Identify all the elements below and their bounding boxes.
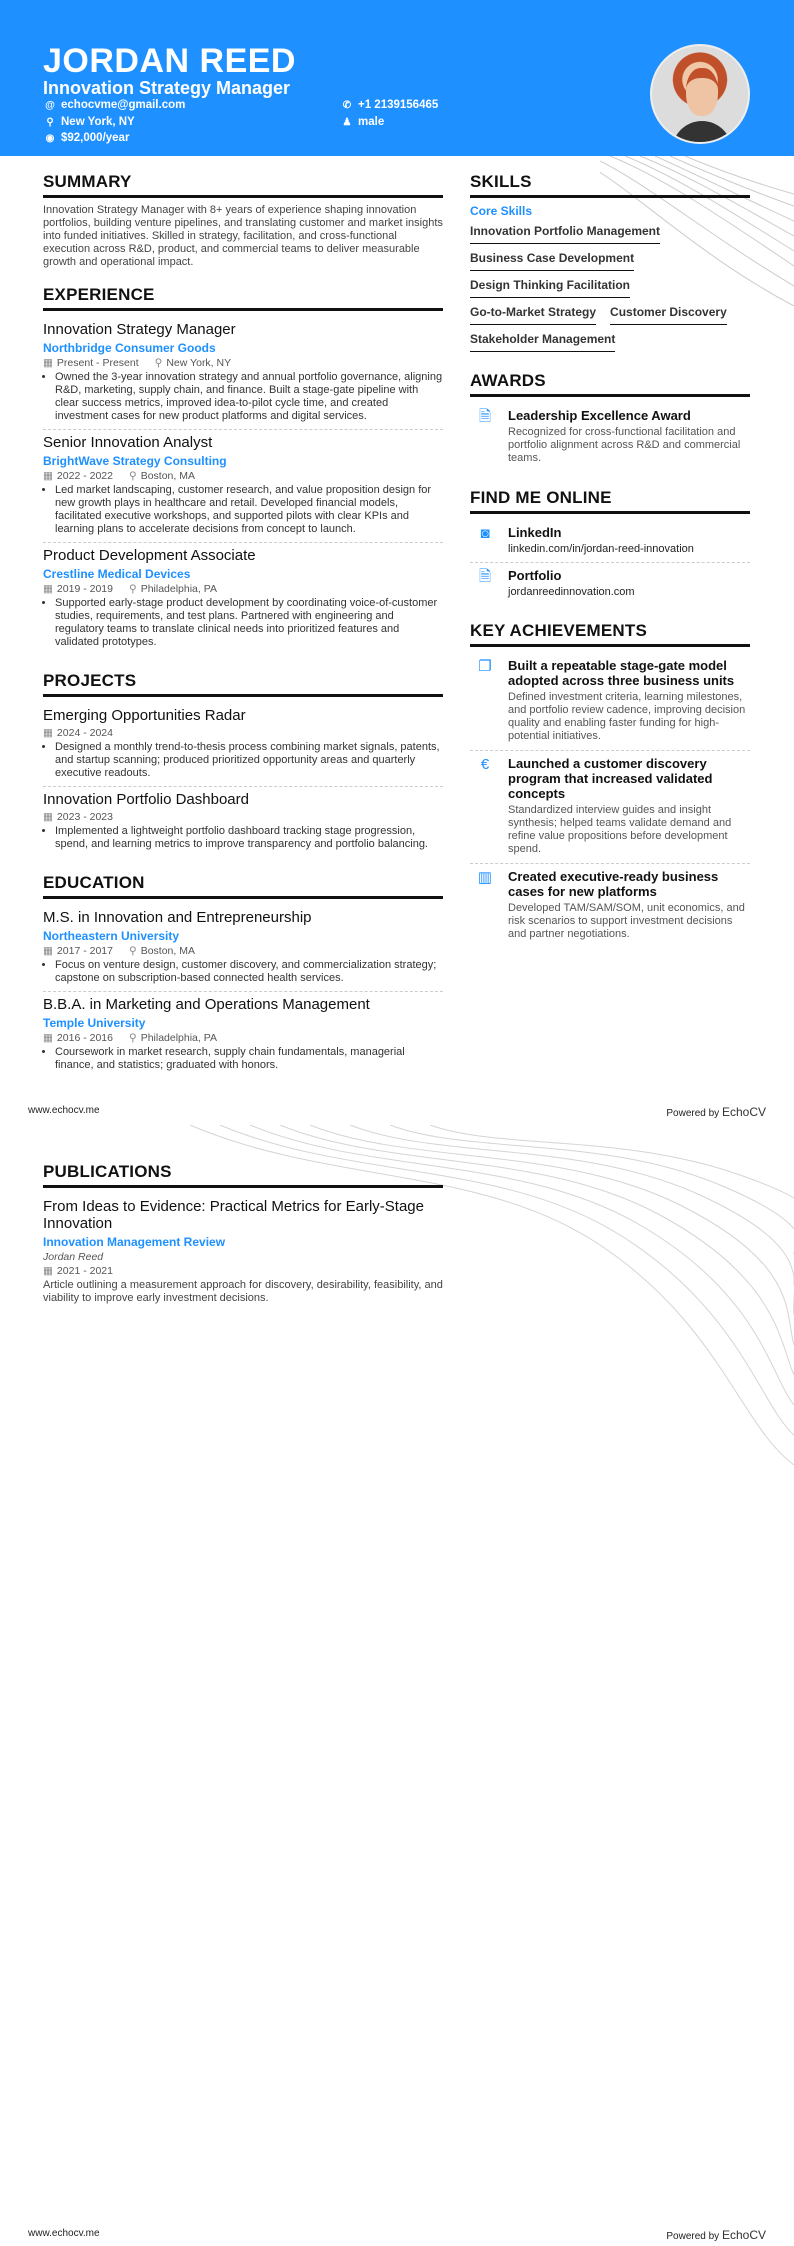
date-range (43, 1265, 113, 1277)
section-heading: SUMMARY (43, 172, 443, 198)
date-text: Present - Present (56, 357, 139, 369)
bullet: • Coursework in market research, supply chain fundamentals, managerial finance, and statistics; graduated with honors. (55, 1046, 443, 1072)
calendar-icon: ▦ (43, 470, 53, 482)
section-heading: SKILLS (470, 172, 750, 198)
email-text: echocvme@gmail.com (61, 99, 186, 111)
euro-icon: € (480, 756, 490, 773)
powered-label: Powered by (666, 2231, 720, 2242)
projects-item (43, 703, 443, 787)
link-label: LinkedIn (508, 525, 562, 540)
location (129, 1032, 217, 1044)
page-footer (28, 1105, 766, 1119)
calendar-icon: ▦ (43, 727, 53, 739)
skill-tag: Design Thinking Facilitation (470, 274, 630, 298)
date-range (43, 470, 113, 482)
item-description: Article outlining a measurement approach for discovery, desirability, feasibility, and viability to improve early investment decisions. (43, 1279, 443, 1304)
section-heading: EXPERIENCE (43, 285, 443, 311)
item-body (508, 869, 750, 941)
experience-item (43, 430, 443, 543)
item-title: Emerging Opportunities Radar (43, 707, 246, 724)
experience-list (43, 317, 443, 655)
online-item[interactable] (470, 520, 750, 563)
link-url[interactable]: jordanreedinnovation.com (508, 586, 635, 598)
contact-phone[interactable] (342, 99, 438, 111)
skills-list (470, 220, 750, 355)
item-body (508, 525, 694, 555)
date-range (43, 811, 113, 823)
brand-logo[interactable]: EchoCV (721, 2228, 766, 2242)
education-item (43, 992, 443, 1078)
item-organization: Northeastern University (43, 929, 180, 943)
location-pin-icon: ⚲ (128, 583, 137, 595)
publication-author: Jordan Reed (43, 1251, 104, 1263)
at-icon: @ (45, 99, 55, 111)
item-organization: Crestline Medical Devices (43, 567, 191, 581)
item-body (508, 658, 750, 743)
date-range (43, 357, 139, 369)
item-bullets (55, 597, 443, 649)
item-title: Innovation Strategy Manager (43, 321, 236, 338)
location-text: New York, NY (166, 357, 232, 369)
projects-list (43, 703, 443, 857)
online-item[interactable] (470, 563, 750, 605)
item-title: Launched a customer discovery program that increased validated concepts (508, 756, 713, 801)
bullet: • Led market landscaping, customer research, and value proposition design for new growth plays in healthcare and retail. Developed financial models, facilitated executive workshops, and supported pilots with clear KPIs and learning plans to accelerate decisions from concept to launch. (55, 484, 443, 536)
publication-journal: Innovation Management Review (43, 1235, 226, 1249)
date-range (43, 583, 113, 595)
section-heading: PUBLICATIONS (43, 1162, 443, 1188)
date-text: 2019 - 2019 (56, 583, 113, 595)
item-organization: Temple University (43, 1016, 146, 1030)
section-heading: AWARDS (470, 371, 750, 397)
item-title: M.S. in Innovation and Entrepreneurship (43, 909, 312, 926)
phone-icon: ✆ (342, 99, 352, 111)
location-pin-icon: ⚲ (128, 1032, 137, 1044)
item-title: Created executive-ready business cases for new platforms (508, 869, 719, 899)
awards-list (470, 403, 750, 472)
skill-tag: Innovation Portfolio Management (470, 220, 660, 244)
skill-tag: Go-to-Market Strategy (470, 301, 596, 325)
item-title: Innovation Portfolio Dashboard (43, 791, 249, 808)
item-bullets (55, 825, 443, 851)
education-list (43, 905, 443, 1078)
projects-section (43, 671, 443, 857)
award-document-icon: 🗎 (478, 408, 492, 425)
awards-section (470, 371, 750, 472)
location (155, 357, 231, 369)
item-meta (43, 1265, 443, 1277)
item-title: B.B.A. in Marketing and Operations Management (43, 996, 370, 1013)
date-range (43, 1032, 113, 1044)
awards-item (470, 403, 750, 472)
item-description: Standardized interview guides and insight synthesis; helped teams validate demand and refine value propositions before development spend. (508, 804, 732, 855)
bullet: • Implemented a lightweight portfolio dashboard tracking stage progression, spend, and learning metrics to improve transparency and portfolio balancing. (55, 825, 443, 851)
item-title: Built a repeatable stage-gate model adopted across three business units (508, 658, 735, 688)
item-meta (43, 470, 443, 482)
item-bullets (55, 371, 443, 423)
footer-powered (666, 1105, 766, 1119)
date-text: 2024 - 2024 (56, 727, 113, 739)
location-text: Philadelphia, PA (140, 1032, 217, 1044)
experience-item (43, 543, 443, 655)
date-text: 2017 - 2017 (56, 945, 113, 957)
contact-gender (342, 116, 384, 128)
item-description: Defined investment criteria, learning milestones, and portfolio review cadence, improving decision quality and enabling faster funding for high-potential initiatives. (508, 691, 746, 742)
item-meta (43, 727, 443, 739)
projects-item (43, 787, 443, 857)
phone-text: +1 2139156465 (358, 99, 439, 111)
education-item (43, 905, 443, 992)
achievements-item (470, 864, 750, 948)
experience-item (43, 317, 443, 430)
bullet: • Supported early-stage product development by coordinating voice-of-customer studies, requirements, and test plans. Partnered with engineering and regulatory teams to translate clinical needs into prioritized features and validated prototypes. (55, 597, 443, 649)
contact-location (45, 116, 135, 128)
contact-email[interactable] (45, 99, 185, 111)
location-text: Boston, MA (140, 470, 195, 482)
money-icon: ◉ (45, 132, 55, 144)
publications-section (43, 1162, 443, 1311)
location-text: New York, NY (61, 116, 135, 128)
camera-icon: ◙ (480, 525, 490, 542)
skill-tag: Business Case Development (470, 247, 634, 271)
publication-item (43, 1194, 443, 1311)
calendar-icon: ▦ (43, 811, 53, 823)
item-description: Developed TAM/SAM/SOM, unit economics, and risk scenarios to support investment decisions and partner negotiations. (508, 902, 745, 940)
skill-tag: Stakeholder Management (470, 328, 615, 352)
calendar-icon: ▦ (43, 945, 53, 957)
section-heading: EDUCATION (43, 873, 443, 899)
location (129, 470, 195, 482)
location-text: Philadelphia, PA (140, 583, 217, 595)
item-title: Senior Innovation Analyst (43, 434, 213, 451)
calendar-icon: ▦ (43, 1032, 53, 1044)
item-meta (43, 811, 443, 823)
item-description: Recognized for cross-functional facilitation and portfolio alignment across R&D and commercial teams. (508, 426, 741, 464)
clipboard-icon: ❐ (478, 658, 492, 675)
left-column (43, 172, 443, 1094)
achievements-item (470, 653, 750, 751)
document-icon: 🗎 (478, 568, 492, 585)
item-body (508, 568, 635, 598)
footer-powered (666, 2228, 766, 2242)
calendar-icon: ▦ (43, 357, 53, 369)
online-list (470, 520, 750, 605)
section-heading: KEY ACHIEVEMENTS (470, 621, 750, 647)
item-body (508, 756, 750, 856)
item-meta (43, 1032, 443, 1044)
publications-list (43, 1194, 443, 1311)
location-pin-icon: ⚲ (46, 116, 54, 128)
item-meta (43, 945, 443, 957)
item-title: Product Development Associate (43, 547, 256, 564)
item-bullets (55, 959, 443, 985)
location (129, 583, 217, 595)
online-section (470, 488, 750, 605)
section-heading: FIND ME ONLINE (470, 488, 750, 514)
page-footer-2 (28, 2228, 766, 2242)
location-pin-icon: ⚲ (128, 945, 137, 957)
experience-section (43, 285, 443, 655)
avatar (650, 44, 750, 144)
location (129, 945, 195, 957)
item-body (508, 408, 750, 465)
candidate-name: JORDAN REED (43, 42, 296, 80)
location-pin-icon: ⚲ (128, 470, 137, 482)
bullet: • Focus on venture design, customer discovery, and commercialization strategy; capstone on subscription-based connected health services. (55, 959, 443, 985)
date-text: 2021 - 2021 (56, 1265, 113, 1277)
item-title: From Ideas to Evidence: Practical Metrics for Early-Stage Innovation (43, 1198, 424, 1232)
skill-group-title: Core Skills (470, 204, 533, 218)
date-text: 2016 - 2016 (56, 1032, 113, 1044)
person-icon: ♟ (342, 116, 352, 128)
achievements-list (470, 653, 750, 948)
link-url[interactable]: linkedin.com/in/jordan-reed-innovation (508, 543, 694, 555)
resume-header (0, 0, 794, 156)
item-organization: BrightWave Strategy Consulting (43, 454, 227, 468)
achievements-item (470, 751, 750, 864)
gender-text: male (358, 116, 385, 128)
summary-text: Innovation Strategy Manager with 8+ years of experience shaping innovation portfolios, building venture pipelines, and translating customer and market insights into funded initiatives. Skilled in strategy, facilitation, and cross-functional execution across R&D, product, and commercial teams to deliver measurable growth and operational impact. (43, 204, 443, 268)
item-bullets (55, 741, 443, 780)
right-column (470, 172, 750, 964)
building-icon: ▥ (477, 869, 493, 886)
powered-label: Powered by (666, 1108, 720, 1119)
salary-text: $92,000/year (61, 132, 130, 144)
item-meta (43, 357, 443, 369)
candidate-title: Innovation Strategy Manager (43, 78, 291, 98)
skill-tag: Customer Discovery (610, 301, 727, 325)
calendar-icon: ▦ (43, 583, 53, 595)
location-text: Boston, MA (140, 945, 195, 957)
date-text: 2022 - 2022 (56, 470, 113, 482)
summary-section (43, 172, 443, 269)
location-pin-icon: ⚲ (154, 357, 163, 369)
bullet: • Designed a monthly trend-to-thesis process combining market signals, patents, and startup scanning; produced prioritized opportunity areas and quarterly executive readouts. (55, 741, 443, 780)
item-bullets (55, 1046, 443, 1072)
date-range (43, 945, 113, 957)
date-text: 2023 - 2023 (56, 811, 113, 823)
link-label: Portfolio (508, 568, 562, 583)
calendar-icon: ▦ (43, 1265, 53, 1277)
education-section (43, 873, 443, 1078)
footer-site-link[interactable]: www.echocv.me (28, 1105, 100, 1116)
footer-site-link[interactable]: www.echocv.me (28, 2228, 100, 2239)
skills-section (470, 172, 750, 355)
brand-logo[interactable]: EchoCV (721, 1105, 766, 1119)
date-range (43, 727, 113, 739)
item-meta (43, 583, 443, 595)
item-title: Leadership Excellence Award (508, 408, 691, 423)
item-organization: Northbridge Consumer Goods (43, 341, 216, 355)
achievements-section (470, 621, 750, 948)
item-bullets (55, 484, 443, 536)
bullet: • Owned the 3-year innovation strategy and annual portfolio governance, aligning R&D, marketing, supply chain, and finance. Built a stage-gate pipeline with clear success metrics, improved idea-to-pilot cycle time, and created investment cases for new product platforms and digital services. (55, 371, 443, 423)
contact-salary (45, 132, 129, 144)
page2-left-column (43, 1162, 443, 1327)
section-heading: PROJECTS (43, 671, 443, 697)
